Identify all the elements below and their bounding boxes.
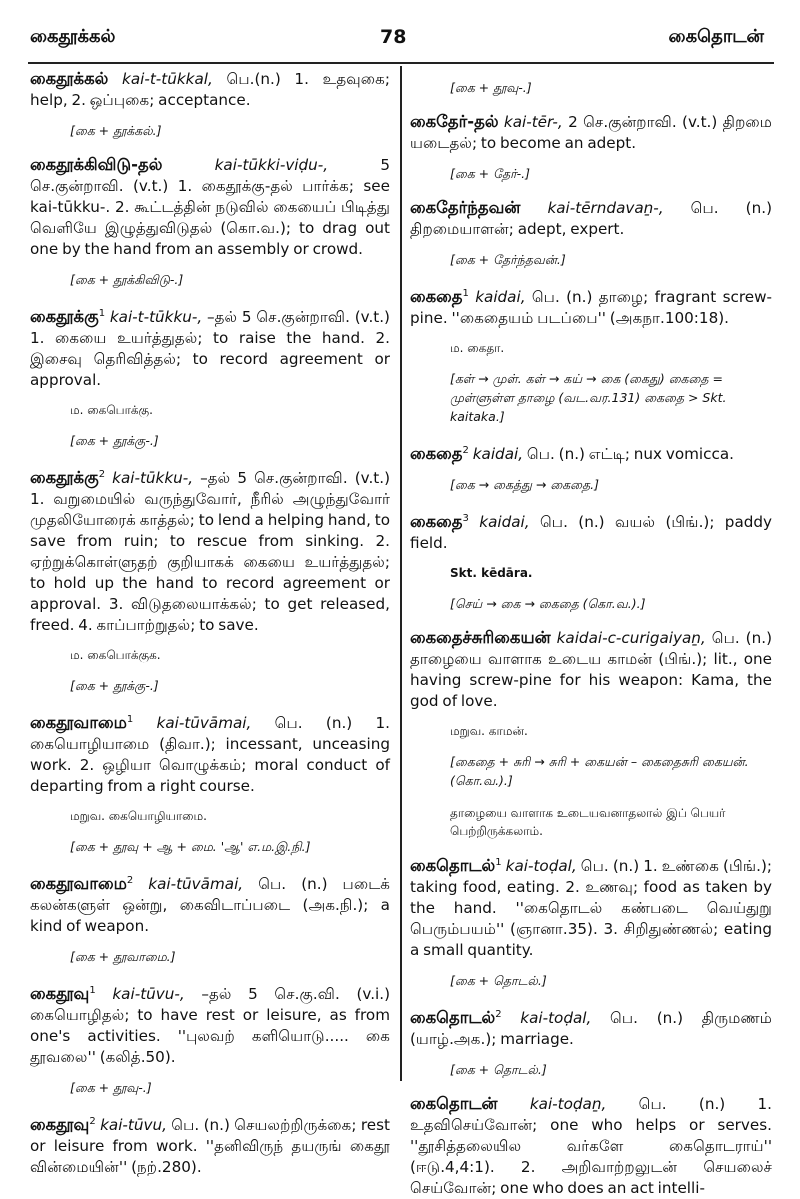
dictionary-entry [30,980,390,1068]
transliteration: kai-tūkku-, [112,469,194,488]
definition: பெ. (n.) எட்டி; nux vomicca. [526,445,734,464]
headword: கைதூவு [30,984,90,1004]
definition: 2 செ.குன்றாவி. (v.t.) திறமை யடைதல்; to become an adept. [410,113,773,152]
dictionary-entry [410,111,772,154]
homonym-number: 1 [126,714,134,726]
dictionary-entry [410,283,772,329]
dictionary-entry [30,870,390,937]
headword: கைதை [410,512,463,532]
definition: –தல் 5 செ.குன்றாவி. (v.t.) 1. கையை உயர்த்துதல்; to raise the hand. 2. இசைவு தெரிவித்தல்; to record agreement or approval. [30,308,390,390]
headword: கைதூக்கு [30,307,99,327]
headword: கைதை [410,444,463,464]
headword: கைதூக்கல் [30,69,109,88]
definition: பெ. (n.) திருமணம் (யாழ்.அக.); marriage. [410,1009,772,1049]
dictionary-entry [30,1111,390,1178]
etymology: [கை + தூக்கு-.] [70,678,159,694]
headword: கைதொடன் [410,1094,498,1114]
page-header [0,26,800,56]
dictionary-entry [30,154,390,260]
definition: பெ. (n.) படைக் கலன்களுள் ஒன்று, கைவிடாப்படை (அக.நி.); a kind of weapon. [30,875,391,936]
homonym-number: 1 [495,857,502,869]
headword: கைதை [410,287,463,307]
right-column [410,68,773,1198]
header-rule [28,62,774,64]
homonym-number: 2 [495,1009,502,1021]
etymology: [கள் → முள். கள் → கய் → கை (கைது) கைதை = முள்ளுள்ள தாழை (வட.வர.131) கைதை > Skt. kaitaka.] [450,371,727,425]
definition: பெ. (n.) 1. உதவிசெய்வோன்; one who helps or serves. ''தூசித்தலையில வர்களே கைதொடராய்'' (ஈடு.4,4:1). 2. அறிவாற்றலுடன் செயலைச் செய்வோன்; one who does an act intelli- [410,1095,773,1198]
cognate-note: ம. கைதா. [450,341,505,356]
headword: கைதொடல் [410,1008,496,1028]
cognate-note: ம. கைபொக்குக. [70,648,161,663]
transliteration: kaidai, [475,288,526,307]
etymology: [செய் → கை → கைதை (கொ.வ.).] [450,596,646,612]
definition: பெ. (n.) திறமையாளன்; adept, expert. [410,199,772,238]
definition: பெ. (n.) வயல் (பிங்.); paddy field. [410,513,773,553]
etymology: [கை + தூவு + ஆ + மை. 'ஆ' எ.ம.இ.நி.] [70,839,311,855]
definition: 5 செ.குன்றாவி. (v.t.) 1. கைதூக்கு-தல் பார்க்க; see kai-tūkku-. 2. கூட்டத்தின் நடுவில் கையைப் பிடித்து வெளியே இழுத்துவிடுதல் (கொ.வ.); to drag out one by the hand from an assembly or crowd. [30,156,390,258]
transliteration: kaidai-c-curigaiyaṉ, [556,629,706,648]
dictionary-entry [410,1004,772,1050]
transliteration: kaidai, [472,445,524,464]
transliteration: kaidai, [479,513,530,532]
cognate-note: ம. கைபொக்கு. [70,403,153,418]
etymology: [கை + தொடல்.] [450,973,547,989]
headword: கைதூவாமை [30,713,127,733]
etymology: [கை + தூவு-.] [70,1080,152,1096]
headword: கைதூக்கு [30,468,99,488]
transliteration: kai-tūkki-viḍu-, [214,156,329,174]
transliteration: kai-toḍal, [505,857,577,876]
dictionary-entry [30,68,390,111]
etymology: [கை + தூக்கிவிடு-.] [70,272,184,287]
definition: பெ.(n.) 1. உதவுகை; help, 2. ஒப்புகை; acceptance. [30,70,391,109]
transliteration: kai-tūvāmai, [156,714,252,733]
transliteration: kai-tūvu, [100,1116,167,1135]
transliteration: kai-tūvu-, [112,985,185,1004]
transliteration: kai-t-tūkkal, [122,70,213,88]
header-last-word: கைதொடன் [668,26,764,47]
etymology: [கை + தொடல்.] [450,1062,547,1078]
definition: பெ. (n.) தாழையை வாளாக உடைய காமன் (பிங்.); lit., one having screw-pine for his weapon: Kama, the god of love. [410,629,772,711]
headword: கைதைச்சுரிகையன் [410,628,551,648]
homonym-number: 2 [98,469,106,481]
homonym-number: 1 [462,288,469,299]
headword: கைதூக்கிவிடு-தல் [30,155,163,174]
transliteration: kai-toḍal, [520,1009,592,1028]
homonym-number: 1 [98,308,106,319]
sanskrit-note: Skt. kēdāra. [450,566,533,581]
headword: கைதூவாமை [30,874,127,894]
etymology: [கை + தேர்ந்தவன்.] [450,252,566,267]
etymology: [கை + தூக்கு-.] [70,433,159,449]
definition: பெ. (n.) செயலற்றிருக்கை; rest or leisure from work. ''தனிவிருந் தயருங் கைதூ வின்மையின்'' (நற்.280). [30,1116,390,1177]
headword: கைதேர்ந்தவன் [410,198,521,217]
cognate-note: மறுவ. காமன். [450,724,528,739]
dictionary-entry [30,464,390,636]
homonym-number: 2 [89,1116,96,1128]
dictionary-entry [410,852,772,961]
header-first-word: கைதூக்கல் [30,26,116,47]
transliteration: kai-tēr-, [503,113,563,131]
headword: கைதூவு [30,1115,90,1135]
cognate-note: மறுவ. கையொழியாமை. [70,809,207,824]
dictionary-entry [410,627,772,712]
definition: –தல் 5 செ.குன்றாவி. (v.t.) 1. வறுமையில் வருந்துவோர், நீரில் அழுந்துவோர் முதலியோரைக் காத்தல்; to lend a helping hand, to save from ruin; to rescue from sinking. 2. ஏற்றுக்கொள்ளுதற் குறியாகக் கையை உயர்த்துதல்; to hold up the hand to record agreement or approval. 3. விடுதலையாக்கல்; to get released, freed. 4. காப்பாற்றுதல்; to save. [30,469,391,635]
transliteration: kai-tērndavaṉ-, [547,199,664,217]
dictionary-entry [410,197,772,240]
homonym-number: 3 [462,513,469,525]
page-number: 78 [380,26,407,48]
dictionary-entry [30,303,390,391]
headword: கைதேர்-தல் [410,112,499,131]
definition: பெ. (n.) தாழை; fragrant screw-pine. ''கைதையம் படப்பை'' (அகநா.100:18). [410,288,772,328]
homonym-number: 2 [126,875,134,887]
definition: –தல் 5 செ.கு.வி. (v.i.) கையொழிதல்; to have rest or leisure, as from one's activities. ''புலவற் களியொடு..... கை தூவலை'' (கலித்.50). [30,985,391,1067]
etymology: [கைதை + சுரி → சுரி + கையன் – கைதைசுரி கையன். (கொ.வ.).] [450,754,749,789]
transliteration: kai-toḍaṉ, [529,1095,607,1114]
etymology: [கை → கைத்து → கைதை.] [450,477,599,493]
transliteration: kai-tūvāmai, [148,875,244,894]
dictionary-entry [30,709,390,797]
transliteration: kai-t-tūkku-, [109,308,203,327]
etymology: [கை + தூவு-.] [450,80,532,95]
left-column [30,68,391,1177]
column-divider [400,66,402,1081]
dictionary-entry [410,508,772,554]
definition: பெ. (n.) 1. உண்கை (பிங்.); taking food, eating. 2. உணவு; food as taken by the hand. ''கைதொடல் கண்படை வெய்துறு பெரும்பயம்'' (ஞானா.35). 3. சிறிதுண்ணல்; eating a small quantity. [410,857,772,960]
headword: கைதொடல் [410,856,496,876]
etymology: [கை + தூக்கல்.] [70,123,162,138]
homonym-number: 1 [89,985,96,997]
dictionary-entry [410,440,772,465]
definition: பெ. (n.) 1. கையொழியாமை (திவா.); incessant, unceasing work. 2. ஒழியா வொழுக்கம்; moral conduct of departing from a right course. [30,714,390,796]
cognate-note: தாழையை வாளாக உடையவனாதலால் இப் பெயர் பெற்றிருக்கலாம். [450,806,726,839]
homonym-number: 2 [462,445,469,457]
etymology: [கை + தூவாமை.] [70,949,176,965]
etymology: [கை + தேர்-.] [450,166,531,181]
dictionary-entry [410,1093,772,1199]
